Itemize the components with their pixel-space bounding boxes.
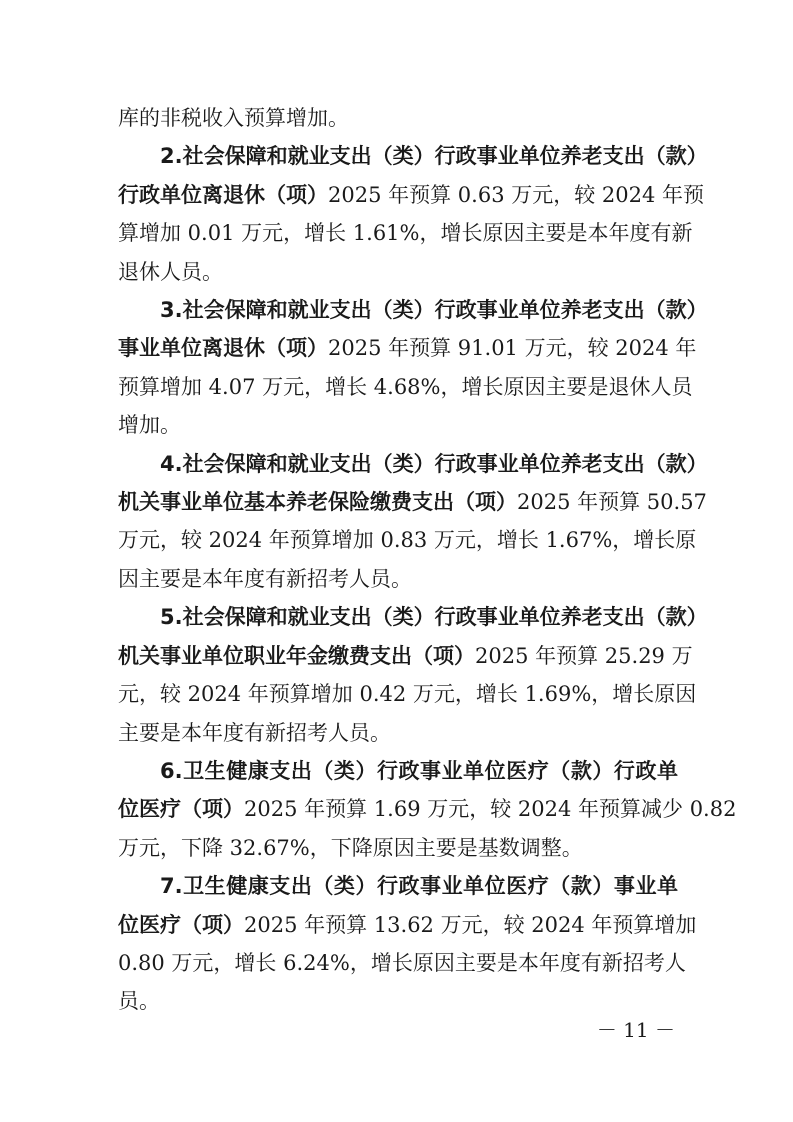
- document-body: [118, 99, 737, 1021]
- paragraph-item-3: [118, 291, 708, 445]
- bold-heading: 2.社会保障和就业支出（类）行政事业单位养老支出（款）: [160, 144, 708, 169]
- body-text: 库的非税收入预算增加。: [118, 106, 349, 130]
- text-line: [118, 214, 693, 252]
- body-text: 万元，较 2024 年预算增加 0.83 万元，增长 1.67%，增长原: [118, 528, 697, 553]
- body-text: 2025 年预算 0.63 万元，较 2024 年预: [328, 182, 705, 207]
- bold-heading: 机关事业单位职业年金缴费支出（项）: [118, 643, 475, 668]
- body-text: 2025 年预算 91.01 万元，较 2024 年: [328, 336, 697, 361]
- text-line: [118, 521, 697, 559]
- body-text: 因主要是本年度有新招考人员。: [118, 566, 412, 591]
- text-line: [118, 829, 678, 867]
- body-text: 万元，下降 32.67%，下降原因主要是基数调整。: [118, 835, 583, 860]
- text-line: [118, 406, 678, 444]
- text-line: [118, 598, 708, 636]
- bold-heading: 4.社会保障和就业支出（类）行政事业单位养老支出（款）: [160, 451, 708, 476]
- bold-heading: 行政单位离退休（项）: [118, 182, 328, 207]
- text-line: [118, 714, 678, 752]
- text-line: [118, 637, 693, 675]
- text-line: [118, 944, 686, 982]
- text-line: [118, 368, 693, 406]
- text-line: [118, 253, 678, 291]
- bold-heading: 3.社会保障和就业支出（类）行政事业单位养老支出（款）: [160, 298, 708, 323]
- paragraph-item-7: [118, 867, 697, 1021]
- text-line: [118, 982, 678, 1020]
- body-text: 员。: [118, 989, 160, 1014]
- text-line: [118, 137, 708, 175]
- text-line: [118, 445, 708, 483]
- body-text: 2025 年预算 1.69 万元，较 2024 年预算减少 0.82: [244, 797, 737, 822]
- text-line: [118, 675, 697, 713]
- bold-heading: 6.卫生健康支出（类）行政事业单位医疗（款）行政单: [160, 758, 678, 783]
- text-line: [118, 99, 678, 137]
- paragraph-item-5: [118, 598, 708, 752]
- body-text: 增加。: [118, 413, 181, 438]
- text-line: [118, 483, 707, 521]
- bold-heading: 机关事业单位基本养老保险缴费支出（项）: [118, 490, 517, 515]
- text-line: [118, 752, 678, 790]
- body-text: 预算增加 4.07 万元，增长 4.68%，增长原因主要是退休人员: [118, 374, 693, 399]
- text-line: [118, 291, 708, 329]
- paragraph-item-4: [118, 445, 708, 599]
- bold-heading: 位医疗（项）: [118, 797, 244, 822]
- body-text: 2025 年预算 25.29 万: [475, 643, 693, 668]
- bold-heading: 事业单位离退休（项）: [118, 336, 328, 361]
- text-line: [118, 176, 705, 214]
- text-line: [118, 560, 678, 598]
- body-text: 2025 年预算 50.57: [517, 490, 707, 515]
- body-text: 0.80 万元，增长 6.24%，增长原因主要是本年度有新招考人: [118, 950, 686, 975]
- paragraph-item-6: [118, 752, 737, 867]
- paragraph-intro-tail: [118, 99, 678, 137]
- body-text: 元，较 2024 年预算增加 0.42 万元，增长 1.69%，增长原因: [118, 682, 697, 707]
- text-line: [118, 906, 697, 944]
- body-text: 2025 年预算 13.62 万元，较 2024 年预算增加: [244, 912, 697, 937]
- paragraph-item-2: [118, 137, 708, 291]
- body-text: 退休人员。: [118, 259, 223, 284]
- text-line: [118, 867, 678, 905]
- page-number: － 11 －: [596, 1018, 675, 1042]
- bold-heading: 5.社会保障和就业支出（类）行政事业单位养老支出（款）: [160, 605, 708, 630]
- text-line: [118, 790, 737, 828]
- body-text: 算增加 0.01 万元，增长 1.61%，增长原因主要是本年度有新: [118, 221, 693, 246]
- bold-heading: 位医疗（项）: [118, 912, 244, 937]
- text-line: [118, 329, 697, 367]
- body-text: 主要是本年度有新招考人员。: [118, 720, 391, 745]
- bold-heading: 7.卫生健康支出（类）行政事业单位医疗（款）事业单: [160, 874, 678, 899]
